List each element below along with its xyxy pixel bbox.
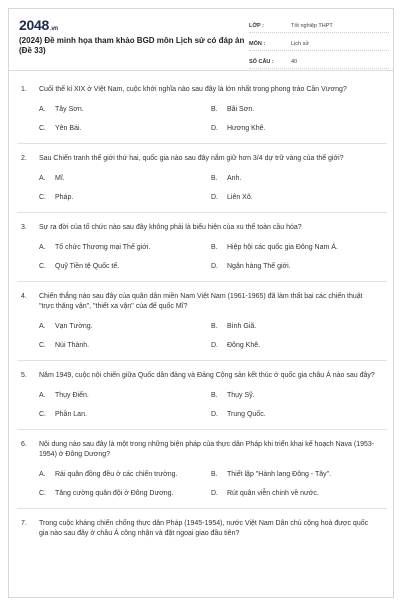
meta-value: Tốt nghiệp THPT: [291, 22, 333, 29]
answer-row: [39, 391, 383, 401]
answer-text: Yên Bái.: [55, 125, 82, 132]
question-number: 2.: [21, 155, 27, 162]
answer-row: [39, 174, 383, 184]
question-list: [9, 75, 394, 539]
question-text: Năm 1949, cuộc nội chiến giữa Quốc dân đảng và Đảng Cộng sản kết thúc ở quốc gia châu Á nào sau đây?: [39, 372, 375, 379]
answer-letter: B.: [211, 106, 218, 113]
question-divider: [17, 429, 387, 430]
question-divider: [17, 360, 387, 361]
answer-option[interactable]: [39, 341, 211, 351]
answer-text: Trung Quốc.: [227, 411, 266, 418]
meta-label: SỐ CÂU :: [249, 58, 274, 65]
question-stem: [21, 223, 383, 233]
answer-letter: B.: [211, 392, 218, 399]
question-text: Sự ra đời của tổ chức nào sau đây không phải là biểu hiện của xu thế toàn cầu hóa?: [39, 224, 302, 231]
answer-letter: C.: [39, 411, 46, 418]
question-stem: [21, 85, 383, 95]
answer-text: Hương Khê.: [227, 125, 266, 132]
answer-text: Hiệp hội các quốc gia Đông Nam Á.: [227, 244, 338, 251]
question-text: Nội dung nào sau đây là một trong những biện pháp của thực dân Pháp khi triển khai kế hoạch Nava (1953-1954) ở Đông Dương?: [39, 441, 375, 458]
answer-row: [39, 322, 383, 332]
answer-letter: D.: [211, 194, 218, 201]
question-item: [9, 519, 394, 539]
answer-text: Bãi Sơn.: [227, 106, 255, 113]
answer-text: Anh.: [227, 175, 242, 182]
question-number: 5.: [21, 372, 27, 379]
answer-text: Tổ chức Thương mại Thế giới.: [55, 244, 151, 251]
answer-options: [21, 470, 383, 499]
answer-option[interactable]: [211, 391, 383, 401]
site-logo[interactable]: [19, 17, 58, 33]
meta-label: LỚP :: [249, 22, 264, 29]
answer-text: Tăng cường quân đội ở Đông Dương.: [55, 490, 174, 497]
answer-letter: B.: [211, 175, 218, 182]
question-number: 7.: [21, 520, 27, 527]
question-text: Trong cuộc kháng chiến chống thực dân Pháp (1945-1954), nước Việt Nam Dân chủ cộng hoà được quốc gia nào sau đây ở châu Á công nhận và đặt ngoại giao đầu tiên?: [39, 520, 369, 537]
meta-row-count: [249, 55, 389, 69]
answer-letter: A.: [39, 471, 46, 478]
logo-suffix: .vn: [49, 26, 58, 32]
answer-option[interactable]: [39, 243, 211, 253]
answer-option[interactable]: [39, 105, 211, 115]
answer-letter: C.: [39, 125, 46, 132]
question-item: [9, 440, 394, 499]
answer-row: [39, 124, 383, 134]
answer-row: [39, 243, 383, 253]
answer-row: [39, 262, 383, 272]
answer-letter: D.: [211, 263, 218, 270]
question-number: 4.: [21, 293, 27, 300]
answer-letter: C.: [39, 490, 46, 497]
answer-option[interactable]: [211, 341, 383, 351]
meta-row-class: [249, 19, 389, 33]
exam-page: [8, 8, 394, 598]
answer-letter: B.: [211, 471, 218, 478]
answer-letter: B.: [211, 323, 218, 330]
answer-option[interactable]: [39, 262, 211, 272]
answer-option[interactable]: [211, 124, 383, 134]
answer-text: Tây Sơn.: [55, 106, 84, 113]
answer-options: [21, 243, 383, 272]
answer-text: Thụy Sỹ.: [227, 392, 255, 399]
question-number: 3.: [21, 224, 27, 231]
answer-letter: D.: [211, 411, 218, 418]
question-item: [9, 223, 394, 272]
question-divider: [17, 281, 387, 282]
answer-letter: C.: [39, 342, 46, 349]
exam-header: [9, 9, 393, 71]
logo-text: 2048: [19, 17, 49, 33]
answer-row: [39, 341, 383, 351]
answer-text: Núi Thành.: [55, 342, 90, 349]
answer-letter: B.: [211, 244, 218, 251]
answer-row: [39, 470, 383, 480]
answer-text: Quỹ Tiền tệ Quốc tế.: [55, 263, 120, 270]
answer-option[interactable]: [211, 489, 383, 499]
answer-text: Thiết lập "Hành lang Đông - Tây".: [227, 471, 332, 478]
question-item: [9, 154, 394, 203]
question-divider: [17, 508, 387, 509]
answer-option[interactable]: [39, 322, 211, 332]
answer-letter: C.: [39, 263, 46, 270]
answer-row: [39, 193, 383, 203]
answer-text: Vạn Tường.: [55, 323, 93, 330]
question-number: 1.: [21, 86, 27, 93]
answer-options: [21, 322, 383, 351]
answer-option[interactable]: [211, 193, 383, 203]
answer-option[interactable]: [211, 262, 383, 272]
answer-text: Thụy Điển.: [55, 392, 89, 399]
answer-letter: D.: [211, 125, 218, 132]
answer-letter: A.: [39, 175, 46, 182]
answer-option[interactable]: [39, 391, 211, 401]
answer-text: Rút quân viễn chinh về nước.: [227, 490, 319, 497]
answer-text: Ngân hàng Thế giới.: [227, 263, 291, 270]
answer-option[interactable]: [211, 470, 383, 480]
question-stem: [21, 154, 383, 164]
answer-option[interactable]: [211, 322, 383, 332]
question-item: [9, 371, 394, 420]
question-divider: [17, 143, 387, 144]
answer-option[interactable]: [39, 193, 211, 203]
answer-options: [21, 105, 383, 134]
question-item: [9, 85, 394, 134]
answer-option[interactable]: [211, 105, 383, 115]
meta-value: 40: [291, 58, 298, 65]
question-stem: [21, 292, 383, 312]
question-text: Chiến thắng nào sau đây của quân dân miền Nam Việt Nam (1961-1965) đã làm thất bại các chiến thuật "trực thăng vận", "thiết xa vận" của đế quốc Mĩ?: [39, 293, 363, 310]
answer-option[interactable]: [39, 174, 211, 184]
answer-row: [39, 410, 383, 420]
answer-option[interactable]: [211, 243, 383, 253]
question-text: Cuối thế kỉ XIX ở Việt Nam, cuộc khởi nghĩa nào sau đây là lớn nhất trong phong trào Cần Vương?: [39, 86, 347, 93]
exam-title: (2024) Đề minh họa tham khảo BGD môn Lịch sử có đáp án (Đề 33): [19, 36, 245, 55]
question-stem: [21, 371, 383, 381]
answer-letter: A.: [39, 392, 46, 399]
answer-text: Bình Giã.: [227, 323, 257, 330]
exam-meta: [249, 19, 389, 73]
answer-text: Pháp.: [55, 194, 74, 201]
answer-row: [39, 105, 383, 115]
answer-letter: D.: [211, 342, 218, 349]
question-stem: [21, 440, 383, 460]
answer-option[interactable]: [211, 410, 383, 420]
answer-row: [39, 489, 383, 499]
answer-options: [21, 174, 383, 203]
answer-letter: A.: [39, 106, 46, 113]
meta-row-subject: [249, 37, 389, 51]
answer-option[interactable]: [39, 124, 211, 134]
answer-text: Liên Xô.: [227, 194, 253, 201]
answer-option[interactable]: [39, 470, 211, 480]
question-item: [9, 292, 394, 351]
question-text: Sau Chiến tranh thế giới thứ hai, quốc gia nào sau đây nắm giữ hơn 3/4 dự trữ vàng của thế giới?: [39, 155, 344, 162]
answer-text: Mĩ.: [55, 175, 65, 182]
answer-letter: A.: [39, 244, 46, 251]
answer-text: Rải quân đồng đều ở các chiến trường.: [55, 471, 178, 478]
meta-label: MÔN :: [249, 40, 266, 47]
answer-text: Đông Khê.: [227, 342, 261, 349]
answer-letter: C.: [39, 194, 46, 201]
question-stem: [21, 519, 383, 539]
answer-letter: D.: [211, 490, 218, 497]
question-number: 6.: [21, 441, 27, 448]
answer-option[interactable]: [39, 489, 211, 499]
question-divider: [17, 212, 387, 213]
answer-text: Phần Lan.: [55, 411, 87, 418]
answer-option[interactable]: [211, 174, 383, 184]
answer-letter: A.: [39, 323, 46, 330]
answer-options: [21, 391, 383, 420]
meta-value: Lịch sử: [291, 40, 310, 47]
answer-option[interactable]: [39, 410, 211, 420]
